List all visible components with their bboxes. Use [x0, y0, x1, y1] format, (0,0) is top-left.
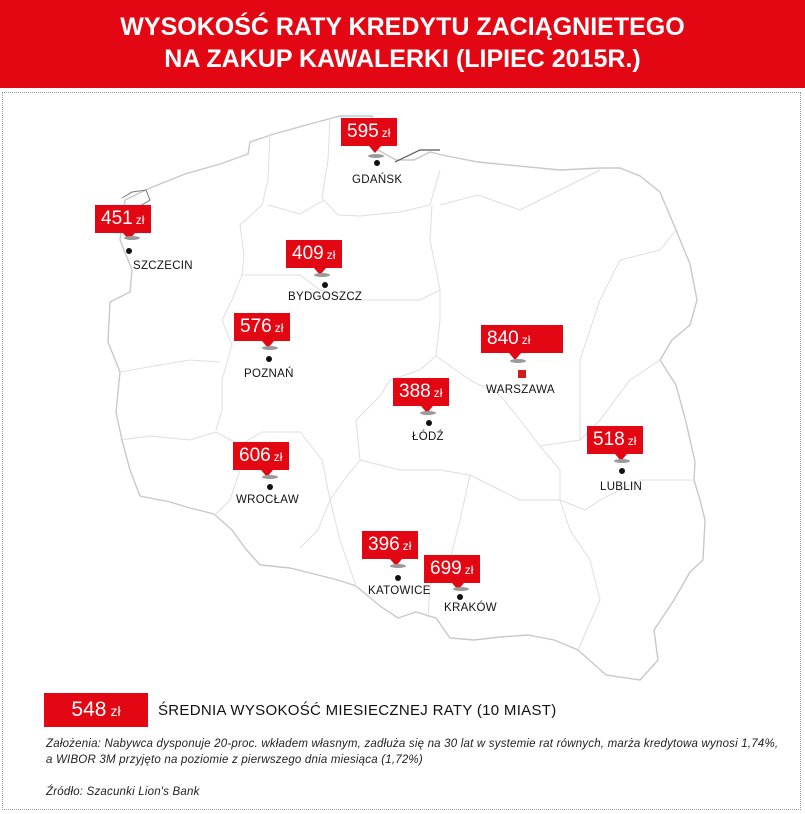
price-tag-bydgoszcz	[286, 240, 342, 268]
pin-shadow	[510, 359, 526, 363]
pin-shadow	[262, 475, 278, 479]
price-tag-lublin	[587, 426, 643, 454]
city-label-krakow: KRAKÓW	[444, 602, 497, 614]
title-line-1: WYSOKOŚĆ RATY KREDYTU ZACIĄGNIETEGO	[120, 13, 685, 41]
price-tag-katowice	[362, 531, 418, 559]
city-label-wroclaw: WROCŁAW	[236, 494, 300, 506]
city-dot-szczecin	[126, 248, 132, 254]
pin-shadow	[124, 236, 140, 240]
average-value: 548	[71, 698, 107, 721]
source-note: Źródło: Szacunki Lion's Bank	[46, 786, 200, 798]
city-dot-katowice	[395, 575, 401, 581]
currency-unit: zł	[135, 213, 145, 227]
city-dot-lodz	[426, 420, 432, 426]
city-dot-gdansk	[374, 160, 380, 166]
currency-unit: zł	[464, 563, 474, 577]
currency-unit: zł	[521, 333, 531, 347]
pin-shadow	[390, 564, 406, 568]
price-value: 518	[593, 429, 625, 450]
pin-shadow	[314, 273, 330, 277]
currency-unit: zł	[274, 321, 284, 335]
price-tag-szczecin	[95, 205, 151, 233]
city-dot-bydgoszcz	[322, 282, 328, 288]
price-tag-poznan	[234, 313, 290, 341]
average-label: ŚREDNIA WYSOKOŚĆ MIESIECZNEJ RATY (10 MIAST)	[158, 702, 557, 719]
price-value: 606	[239, 445, 271, 466]
currency-unit: zł	[110, 703, 121, 719]
price-value: 451	[101, 208, 133, 229]
pin-shadow	[453, 587, 469, 591]
assumptions-note: Założenia: Nabywca dysponuje 20-proc. wkładem własnym, zadłuża się na 30 lat w systemie rat równych, marża kredytowa wynosi 1,74%, a WIBOR 3M przyjęto na poziomie z pierwszego dnia miesiąca (1,72%)	[46, 738, 779, 766]
price-tag-wroclaw	[233, 442, 289, 470]
currency-unit: zł	[326, 248, 336, 262]
price-tag-lodz	[393, 378, 449, 406]
city-dot-lublin	[619, 468, 625, 474]
price-value: 699	[430, 558, 462, 579]
price-value: 595	[347, 121, 379, 142]
capital-marker-warszawa	[518, 370, 526, 378]
pin-shadow	[420, 411, 436, 415]
pin-shadow	[368, 154, 384, 158]
price-value: 840	[487, 328, 519, 349]
price-tag-warszawa	[481, 325, 563, 353]
city-label-poznan: POZNAŃ	[244, 368, 294, 380]
city-label-warszawa: WARSZAWA	[486, 384, 555, 396]
pin-shadow	[262, 346, 278, 350]
price-value: 409	[292, 243, 324, 264]
city-label-katowice: KATOWICE	[368, 585, 431, 597]
pin-shadow	[614, 459, 630, 463]
currency-unit: zł	[627, 434, 637, 448]
price-value: 388	[399, 381, 431, 402]
price-tag-krakow	[424, 555, 480, 583]
city-label-bydgoszcz: BYDGOSZCZ	[288, 291, 363, 303]
currency-unit: zł	[402, 539, 412, 553]
currency-unit: zł	[381, 126, 391, 140]
city-label-gdansk: GDAŃSK	[352, 174, 403, 186]
city-label-lodz: ŁÓDŹ	[412, 431, 444, 443]
price-value: 396	[368, 534, 400, 555]
price-tag-gdansk	[341, 118, 397, 146]
city-dot-poznan	[266, 356, 272, 362]
average-value-box	[44, 693, 148, 727]
city-label-szczecin: SZCZECIN	[133, 260, 193, 272]
city-label-lublin: LUBLIN	[600, 481, 643, 493]
price-value: 576	[240, 316, 272, 337]
city-dot-wroclaw	[267, 484, 273, 490]
city-dot-krakow	[457, 594, 463, 600]
title-line-2: NA ZAKUP KAWALERKI (LIPIEC 2015R.)	[164, 45, 641, 73]
currency-unit: zł	[433, 386, 443, 400]
currency-unit: zł	[273, 450, 283, 464]
